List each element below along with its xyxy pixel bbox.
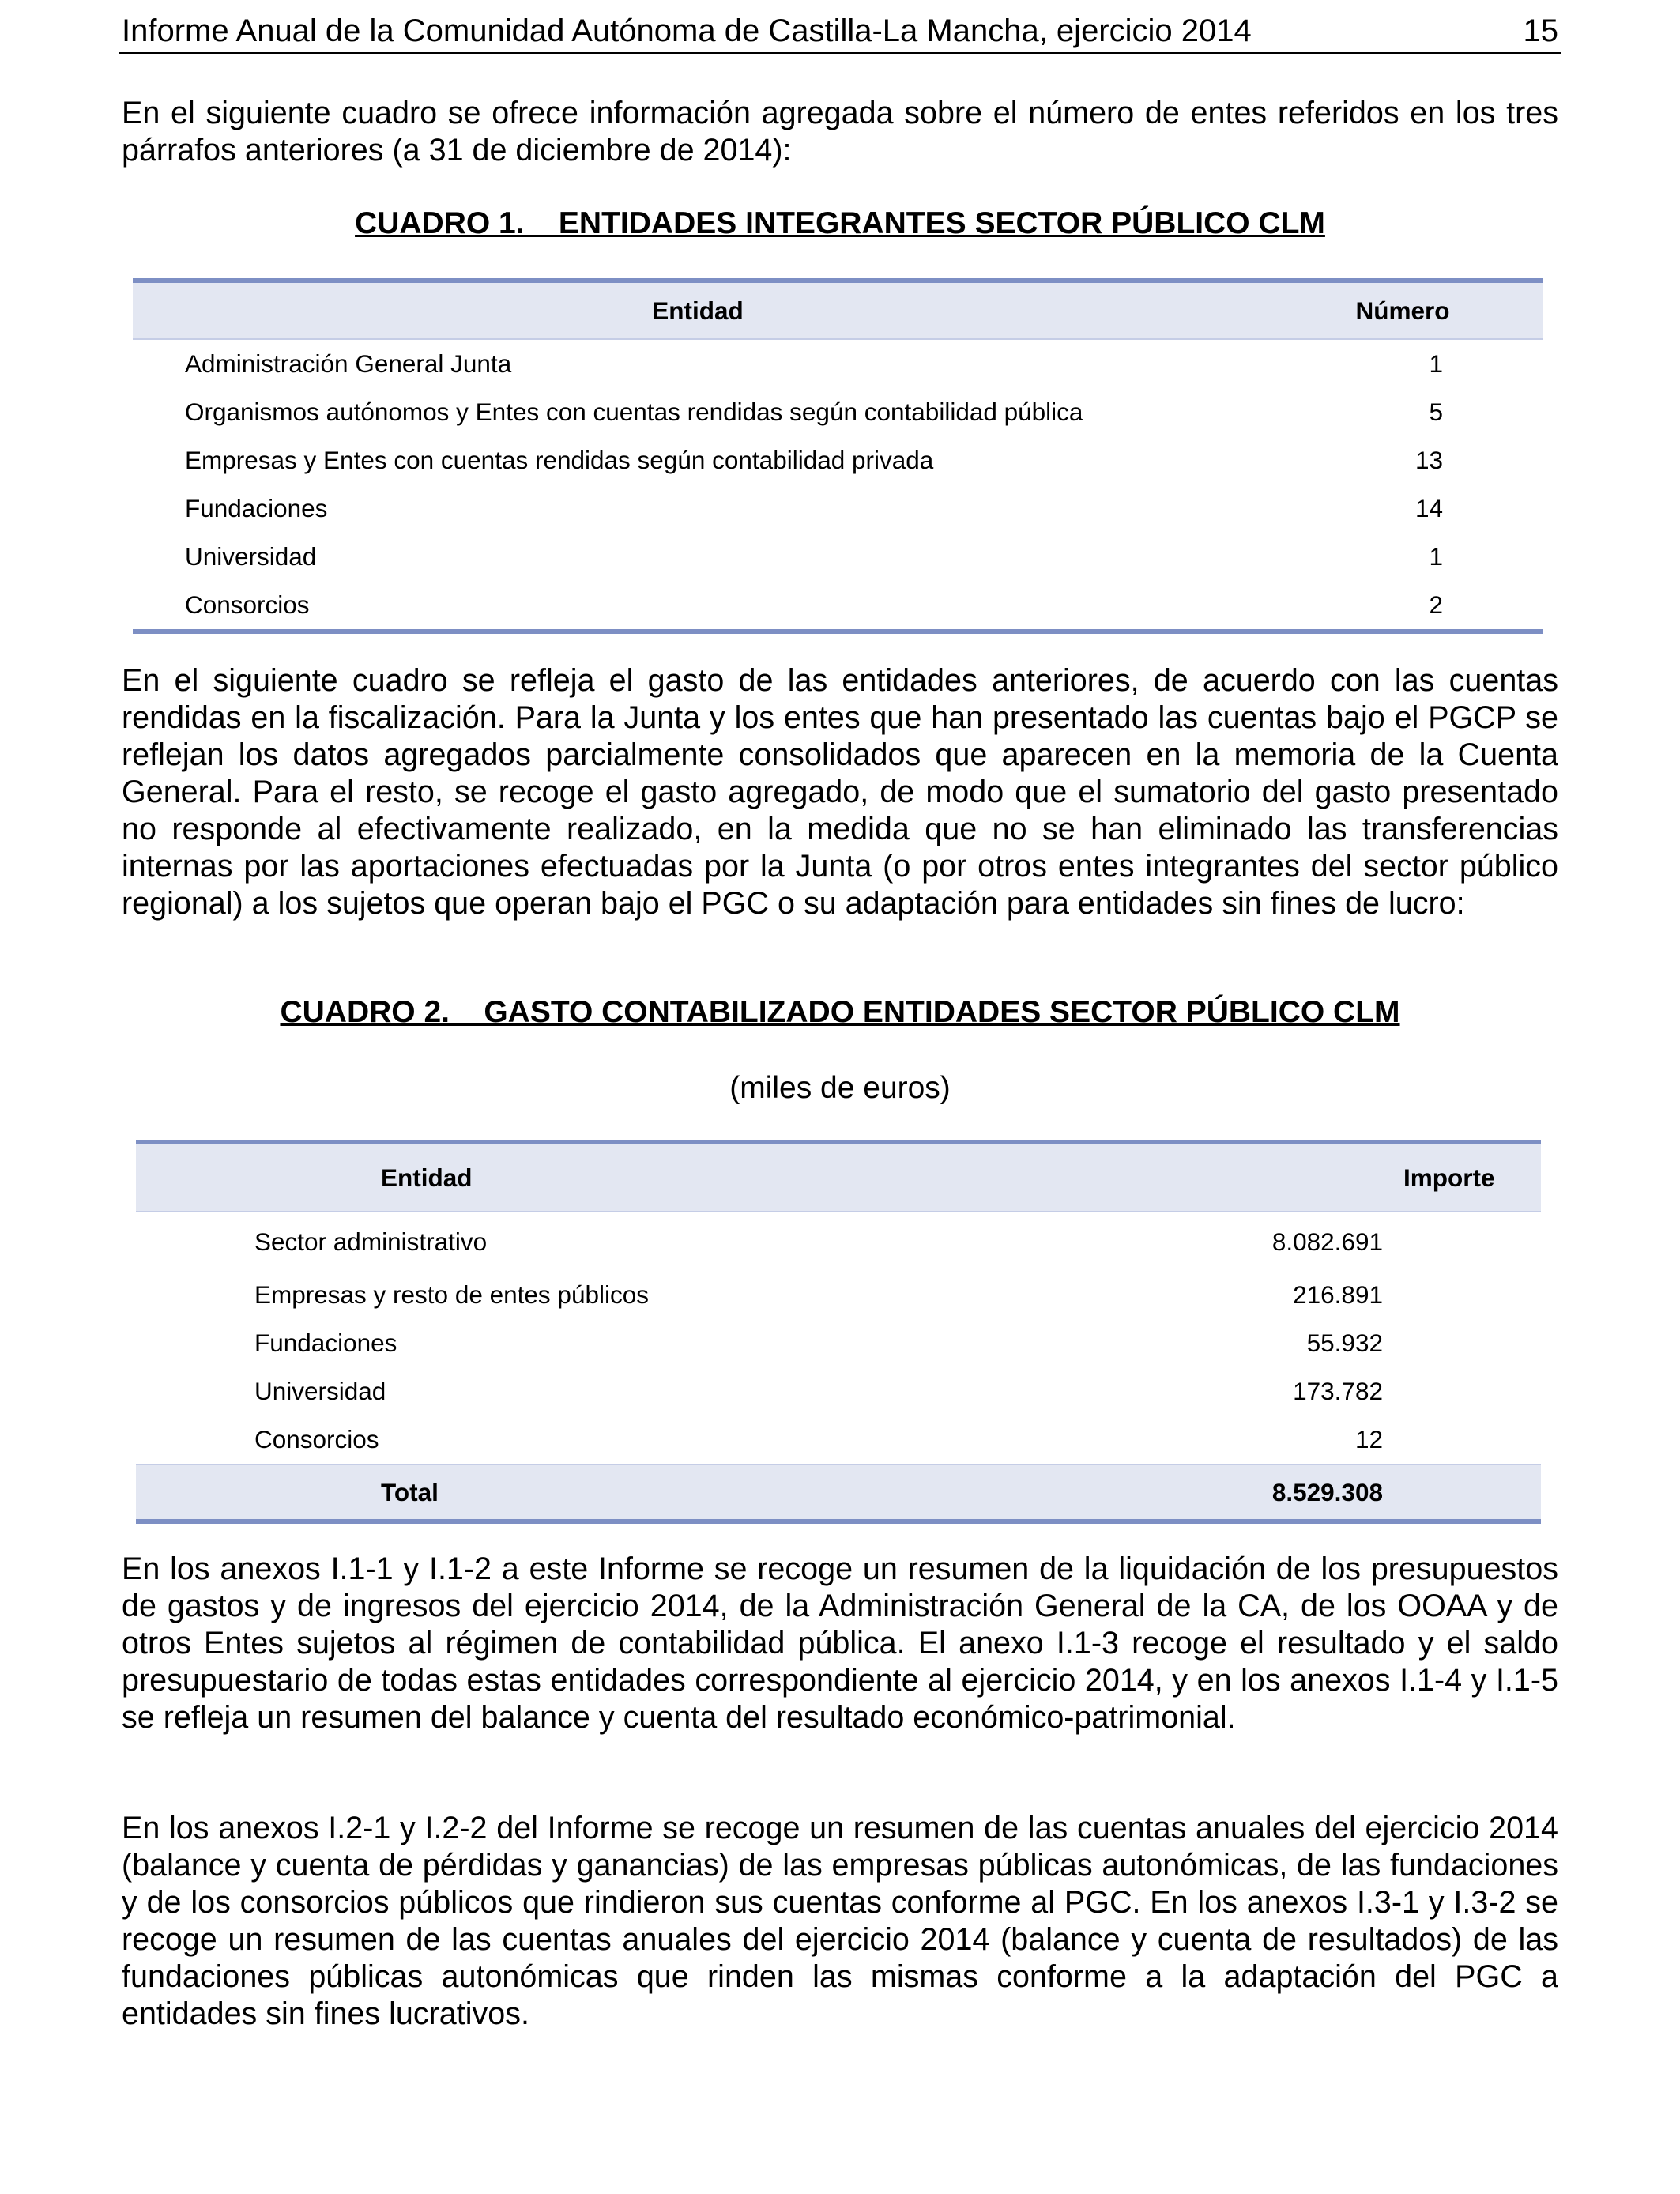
cuadro2-units: (miles de euros) [729, 1071, 951, 1105]
importe-cell: 173.782 [1293, 1377, 1383, 1405]
paragraph-anexos-i2-i3: En los anexos I.2-1 y I.2-2 del Informe se recoge un resumen de las cuentas anuales del ejercicio 2014 (balance y cuenta de pérdidas y ganancias) de las empresas públicas autonómicas, de las fundaciones y de los consorcios públicos que rindieron sus cuentas conforme al PGC. En los anexos I.3-1 y I.3-2 se recoge un resumen de las cuentas anuales del ejercicio 2014 (balance y cuenta de resultados) de las fundaciones públicas autonómicas que rinden las mismas conforme a la adaptación del PGC a entidades sin fines lucrativos. [122, 1811, 1558, 2031]
table-row [136, 1271, 1541, 1319]
importe-cell: 8.082.691 [1271, 1227, 1383, 1256]
importe-cell: 12 [1354, 1425, 1383, 1453]
numero-cell: 1 [1429, 349, 1443, 378]
importe-cell: 55.932 [1306, 1329, 1383, 1357]
paragraph-intro-cuadro2: En el siguiente cuadro se refleja el gasto de las entidades anteriores, de acuerdo con las cuentas rendidas en la fiscalización. Para la Junta y los entes que han presentado las cuentas bajo el PGCP se reflejan los datos agregados parcialmente consolidados que aparecen en la memoria de la Cuenta General. Para el resto, se recoge el gasto agregado, de modo que el sumatorio del gasto presentado no responde al efectivamente realizado, en la medida que no se han eliminado las transferencias internas por las aportaciones efectuadas por la Junta (o por otros entes integrantes del sector público regional) a los sujetos que operan bajo el PGC o su adaptación para entidades sin fines de lucro: [122, 663, 1558, 921]
entidad-cell: Empresas y Entes con cuentas rendidas según contabilidad privada [185, 446, 934, 474]
table-row [136, 1367, 1541, 1416]
total-row [136, 1465, 1541, 1521]
table-row [136, 1212, 1541, 1271]
numero-cell: 5 [1429, 398, 1443, 426]
table-row [133, 533, 1543, 581]
cuadro1-caption: CUADRO 1. ENTIDADES INTEGRANTES SECTOR PÚBLICO CLM [355, 206, 1325, 240]
page-number: 15 [1523, 13, 1558, 48]
entidad-cell: Sector administrativo [254, 1227, 488, 1256]
entidad-cell: Universidad [185, 542, 317, 571]
total-label: Total [136, 1465, 1266, 1521]
entidad-cell: Consorcios [185, 590, 310, 619]
entidad-cell: Consorcios [254, 1425, 379, 1453]
entidad-cell: Administración General Junta [185, 349, 512, 378]
numero-cell: 2 [1429, 590, 1443, 619]
table-row [133, 436, 1543, 484]
numero-cell: 14 [1414, 494, 1443, 522]
entidad-cell: Universidad [254, 1377, 386, 1405]
paragraph-anexos-i1: En los anexos I.1-1 y I.1-2 a este Informe se recoge un resumen de la liquidación de los presupuestos de gastos y de ingresos del ejercicio 2014, de la Administración General de la CA, de los OOAA y de otros Entes sujetos al régimen de contabilidad pública. El anexo I.1-3 recoge el resultado y el saldo presupuestario de todas estas entidades correspondiente al ejercicio 2014, y en los anexos I.1-4 y I.1-5 se refleja un resumen del balance y cuenta del resultado económico-patrimonial. [122, 1551, 1558, 1735]
page-header [119, 9, 1561, 54]
table-row [133, 339, 1543, 388]
entidad-cell: Fundaciones [254, 1329, 397, 1357]
column-header-entidad: Entidad [133, 281, 1263, 339]
cuadro2-caption: CUADRO 2. GASTO CONTABILIZADO ENTIDADES SECTOR PÚBLICO CLM [280, 995, 1400, 1029]
total-value: 8.529.308 [1266, 1465, 1541, 1521]
table-row [133, 388, 1543, 436]
table-header-row [136, 1142, 1541, 1212]
column-header-entidad: Entidad [136, 1142, 1266, 1212]
column-header-importe: Importe [1266, 1142, 1541, 1212]
table-row [133, 484, 1543, 533]
entidad-cell: Fundaciones [185, 494, 328, 522]
cuadro1-table [133, 278, 1543, 634]
paragraph-intro-cuadro1: En el siguiente cuadro se ofrece información agregada sobre el número de entes referidos en los tres párrafos anteriores (a 31 de diciembre de 2014): [122, 96, 1558, 168]
table-row [136, 1416, 1541, 1465]
numero-cell: 13 [1414, 446, 1443, 474]
cuadro2-table [136, 1140, 1541, 1524]
document-title: Informe Anual de la Comunidad Autónoma de Castilla-La Mancha, ejercicio 2014 [122, 13, 1252, 48]
table-header-row [133, 281, 1543, 339]
table-row [136, 1319, 1541, 1367]
entidad-cell: Organismos autónomos y Entes con cuentas rendidas según contabilidad pública [185, 398, 1083, 426]
numero-cell: 1 [1429, 542, 1443, 571]
importe-cell: 216.891 [1293, 1280, 1383, 1309]
column-header-numero: Número [1263, 281, 1543, 339]
table-row [133, 581, 1543, 631]
entidad-cell: Empresas y resto de entes públicos [254, 1280, 650, 1309]
